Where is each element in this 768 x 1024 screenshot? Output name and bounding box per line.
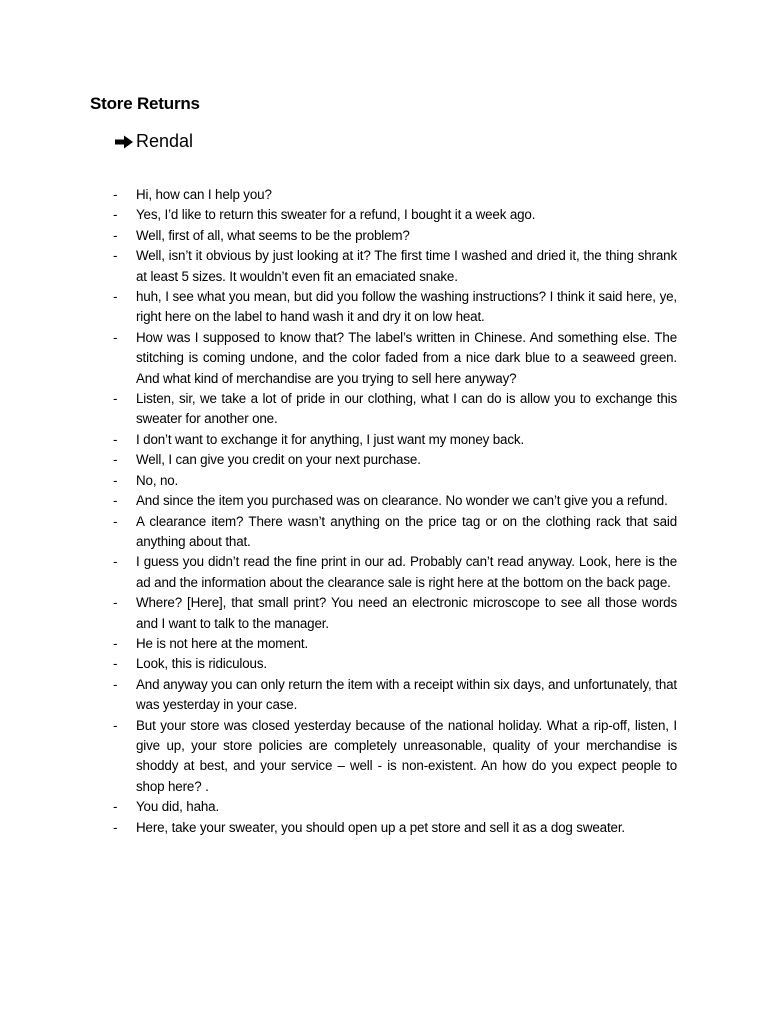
dialogue-line	[0, 287, 677, 328]
bullet-dash: -	[113, 717, 118, 733]
dialogue-line	[0, 430, 677, 450]
dialogue-text: A clearance item? There wasn’t anything on the price tag or on the clothing rack that said anything about that.	[136, 513, 677, 549]
dialogue-line	[0, 654, 677, 674]
bullet-dash: -	[113, 391, 118, 407]
bullet-dash: -	[113, 513, 118, 529]
dialogue-text: Well, first of all, what seems to be the problem?	[136, 227, 410, 243]
dialogue-text: How was I supposed to know that? The label’s written in Chinese. And something else. The stitching is coming undone, and the color faded from a nice dark blue to a seaweed green. And what kind of merchandise are you trying to sell here anyway?	[136, 329, 677, 386]
dialogue-line	[0, 246, 677, 287]
dialogue-text: And since the item you purchased was on clearance. No wonder we can’t give you a refund.	[136, 493, 668, 509]
dialogue-line	[0, 491, 677, 511]
bullet-dash: -	[113, 452, 118, 468]
dialogue-text: I don’t want to exchange it for anything, I just want my money back.	[136, 431, 525, 447]
dialogue-text: Hi, how can I help you?	[136, 187, 272, 202]
bullet-dash: -	[113, 493, 118, 509]
dialogue-line	[0, 797, 677, 817]
bullet-dash: -	[113, 227, 118, 243]
bullet-dash: -	[113, 554, 118, 570]
dialogue-line	[0, 552, 677, 593]
dialogue-text: Look, this is ridiculous.	[136, 656, 267, 672]
dialogue-line	[0, 471, 677, 491]
dialogue-line	[0, 205, 677, 225]
dialogue-text: Yes, I’d like to return this sweater for a refund, I bought it a week ago.	[136, 207, 536, 223]
dialogue-text: Well, isn’t it obvious by just looking at it? The first time I washed and dried it, the thing shrank at least 5 sizes. It wouldn’t even fit an emaciated snake.	[136, 248, 677, 284]
dialogue-text: I guess you didn’t read the fine print in our ad. Probably can’t read anyway. Look, here is the ad and the information about the clearance sale is right here at the bottom on the back page.	[136, 554, 677, 590]
bullet-dash: -	[113, 799, 118, 815]
bullet-dash: -	[113, 656, 118, 672]
dialogue-line	[0, 818, 677, 838]
dialogue-text: Listen, sir, we take a lot of pride in our clothing, what I can do is allow you to exchange this sweater for another one.	[136, 391, 677, 427]
dialogue-text: Where? [Here], that small print? You need an electronic microscope to see all those words and I want to talk to the manager.	[136, 595, 677, 631]
dialogue-line	[0, 450, 677, 470]
bullet-dash: -	[113, 819, 118, 835]
dialogue-line	[0, 512, 677, 553]
dialogue-line	[0, 716, 677, 798]
dialogue-line	[0, 389, 677, 430]
bullet-dash: -	[113, 329, 118, 345]
dialogue-text: And anyway you can only return the item with a receipt within six days, and unfortunately, that was yesterday in your case.	[136, 676, 677, 713]
dialogue-line	[0, 593, 677, 634]
dialogue-text: Well, I can give you credit on your next purchase.	[136, 452, 421, 468]
document-title: Store Returns	[90, 94, 200, 113]
dialogue-line	[0, 328, 677, 389]
speaker-name: Rendal	[136, 131, 194, 151]
dialogue-text: He is not here at the moment.	[136, 635, 309, 651]
bullet-dash: -	[113, 187, 118, 202]
dialogue-line	[0, 185, 677, 205]
bullet-dash: -	[113, 431, 118, 447]
bullet-dash: -	[113, 676, 118, 692]
bullet-dash: -	[113, 207, 118, 223]
dialogue-text: huh, I see what you mean, but did you follow the washing instructions? I think it said here, ye, right here on the label to hand wash it and dry it on low heat.	[136, 289, 677, 325]
dialogue-line	[0, 634, 677, 654]
dialogue-text: You did, haha.	[136, 799, 220, 815]
dialogue-text: Here, take your sweater, you should open up a pet store and sell it as a dog sweater.	[136, 819, 625, 835]
right-arrow-icon	[114, 134, 134, 150]
dialogue-text: But your store was closed yesterday because of the national holiday. What a rip-off, listen, I give up, your store policies are completely unreasonable, quality of your merchandise is shoddy at best, and your service – well - is non-existent. An how do you expect people to shop here? .	[136, 717, 677, 794]
dialogue-line	[0, 226, 677, 246]
bullet-dash: -	[113, 289, 118, 305]
bullet-dash: -	[113, 472, 118, 488]
bullet-dash: -	[113, 248, 118, 264]
dialogue-list	[0, 185, 768, 838]
speaker-heading	[114, 131, 193, 152]
dialogue-line	[0, 675, 677, 716]
dialogue-text: No, no.	[136, 472, 179, 488]
bullet-dash: -	[113, 595, 118, 611]
bullet-dash: -	[113, 635, 118, 651]
